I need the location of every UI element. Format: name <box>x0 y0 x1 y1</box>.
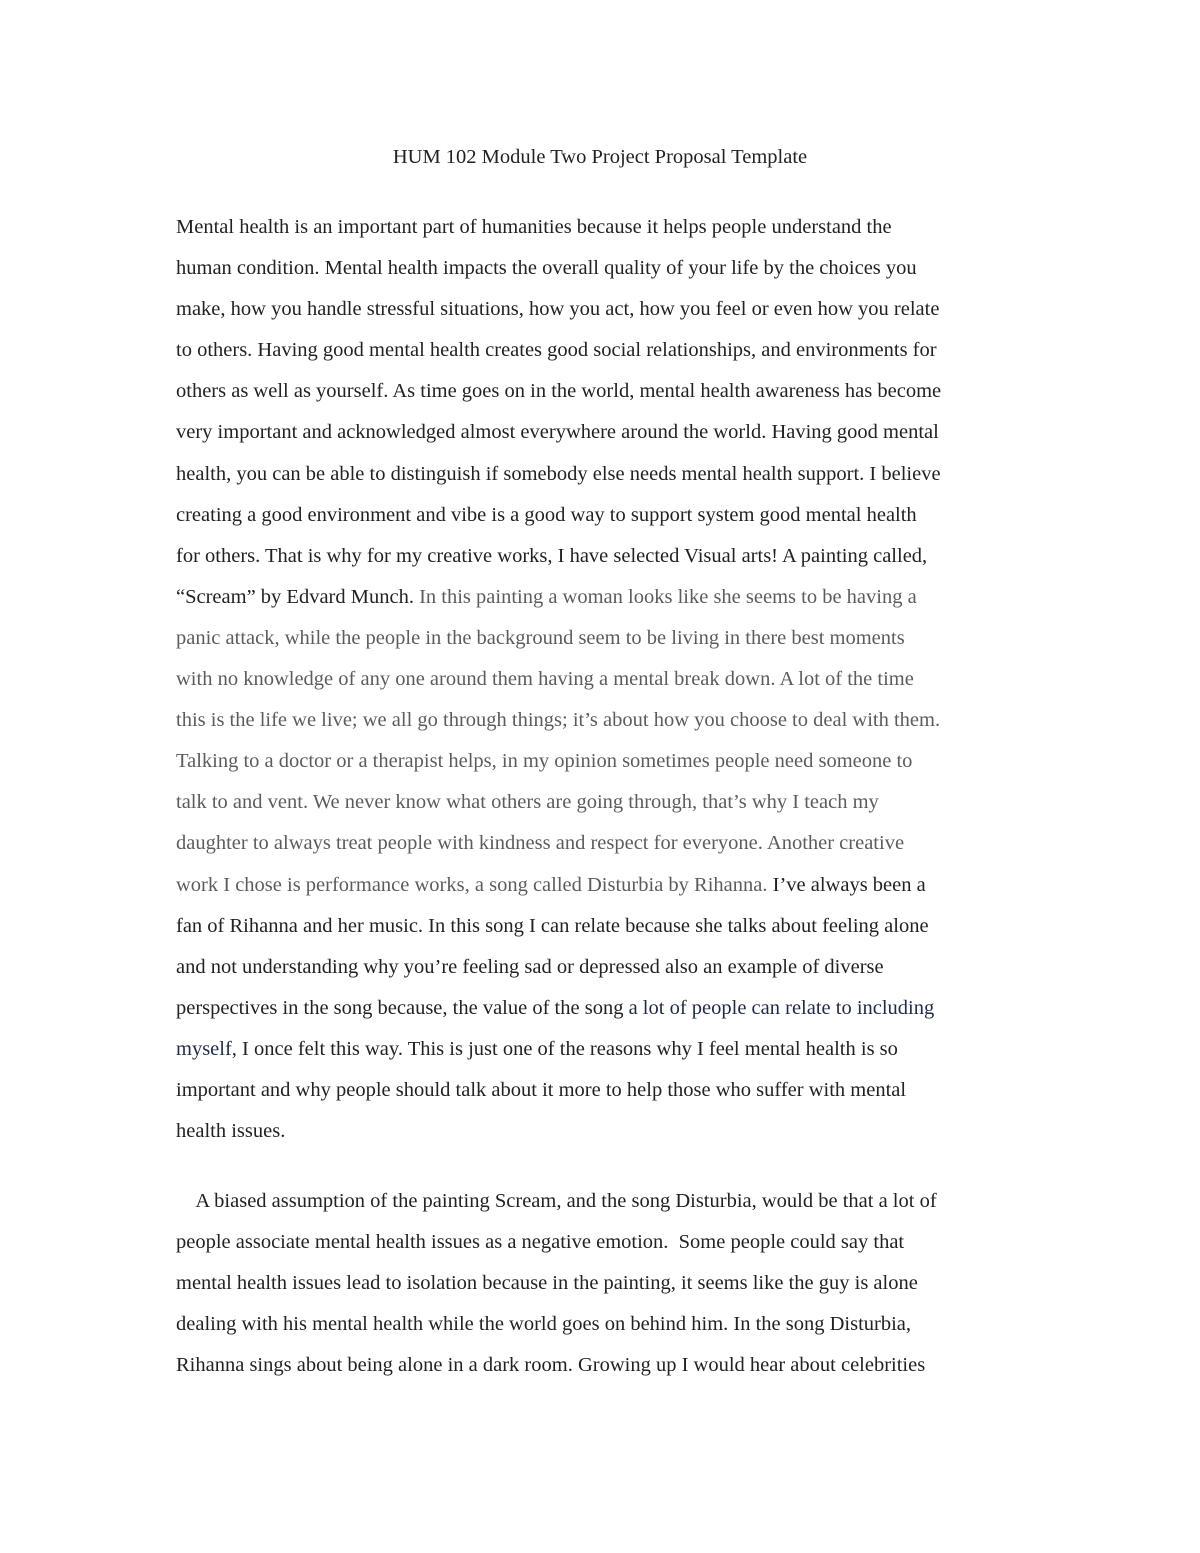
text-segment: and not understanding why you’re feeling sad or depressed also an example of diverse <box>176 955 884 978</box>
text-segment: health issues. <box>176 1120 286 1143</box>
text-segment: creating a good environment and vibe is a good way to support system good mental health <box>176 503 917 526</box>
text-segment: make, how you handle stressful situations, how you act, how you feel or even how you relate <box>176 298 940 321</box>
text-line <box>176 659 1076 700</box>
text-line <box>176 454 1076 495</box>
text-segment: very important and acknowledged almost everywhere around the world. Having good mental <box>176 421 939 444</box>
text-segment: a lot of people can relate to including <box>628 996 935 1019</box>
text-segment: In this painting a woman looks like she seems to be having a <box>419 585 917 608</box>
document-title: HUM 102 Module Two Project Proposal Template <box>392 146 808 168</box>
text-segment: work I chose is performance works, a song called Disturbia by Rihanna. <box>176 873 773 896</box>
text-line <box>176 207 1076 248</box>
text-segment: others as well as yourself. As time goes on in the world, mental health awareness has become <box>176 380 942 403</box>
text-line <box>176 782 1076 823</box>
text-segment: myself, <box>176 1037 243 1060</box>
text-segment: I once felt this way. This is just one of the reasons why I feel mental health is so <box>242 1037 898 1060</box>
text-segment: human condition. Mental health impacts the overall quality of your life by the choices you <box>176 257 917 280</box>
text-line <box>176 741 1076 782</box>
text-segment: to others. Having good mental health creates good social relationships, and environments for <box>176 339 937 362</box>
text-line <box>176 248 1076 289</box>
text-segment: perspectives in the song because, the value of the song <box>176 996 629 1019</box>
text-segment: A biased assumption of the painting Scream, and the song Disturbia, would be that a lot of <box>176 1190 937 1212</box>
text-segment: mental health issues lead to isolation because in the painting, it seems like the guy is alone <box>176 1272 918 1295</box>
text-line <box>176 988 1076 1029</box>
text-segment: panic attack, while the people in the background seem to be living in there best moments <box>176 626 905 649</box>
text-line <box>176 618 1076 659</box>
text-segment: daughter to always treat people with kindness and respect for everyone. Another creative <box>176 832 905 855</box>
text-line <box>176 1070 1076 1111</box>
text-line <box>176 947 1076 988</box>
text-segment: this is the life we live; we all go through things; it’s about how you choose to deal with them. <box>176 709 941 732</box>
text-segment: Rihanna sings about being alone in a dark room. Growing up I would hear about celebrities <box>176 1354 926 1377</box>
text-line <box>176 1345 1076 1386</box>
text-line <box>176 330 1076 371</box>
text-segment: for others. That is why for my creative works, I have selected Visual arts! A painting called, <box>176 544 928 567</box>
text-line <box>176 412 1076 453</box>
text-segment: talk to and vent. We never know what others are going through, that’s why I teach my <box>176 791 879 814</box>
text-line <box>176 1263 1076 1304</box>
text-line <box>176 1304 1076 1345</box>
text-line <box>176 823 1076 864</box>
text-line <box>176 906 1076 947</box>
text-segment: Mental health is an important part of humanities because it helps people understand the <box>176 216 892 238</box>
text-segment: Talking to a doctor or a therapist helps, in my opinion sometimes people need someone to <box>176 750 913 773</box>
text-line <box>176 371 1076 412</box>
text-segment: with no knowledge of any one around them having a mental break down. A lot of the time <box>176 668 914 691</box>
text-segment: people associate mental health issues as a negative emotion. Some people could say that <box>176 1231 905 1254</box>
text-segment: fan of Rihanna and her music. In this song I can relate because she talks about feeling alone <box>176 914 929 937</box>
text-segment: important and why people should talk about it more to help those who suffer with mental <box>176 1078 907 1101</box>
text-line <box>176 495 1076 536</box>
text-line <box>176 700 1076 741</box>
text-segment: dealing with his mental health while the world goes on behind him. In the song Disturbia, <box>176 1313 912 1336</box>
text-segment: health, you can be able to distinguish if somebody else needs mental health support. I believe <box>176 462 941 485</box>
text-line <box>176 1181 1076 1222</box>
text-line <box>176 865 1076 906</box>
text-line <box>176 536 1076 577</box>
paragraph-biased-assumption <box>176 1181 1076 1386</box>
text-line <box>176 1222 1076 1263</box>
text-line <box>176 577 1076 618</box>
paragraph-mental-health-importance <box>176 207 1076 1152</box>
text-line <box>176 289 1076 330</box>
text-segment: I’ve always been a <box>772 873 926 896</box>
text-line <box>176 1111 1076 1152</box>
text-line <box>176 1029 1076 1070</box>
text-segment: “Scream” by Edvard Munch. <box>176 585 420 608</box>
